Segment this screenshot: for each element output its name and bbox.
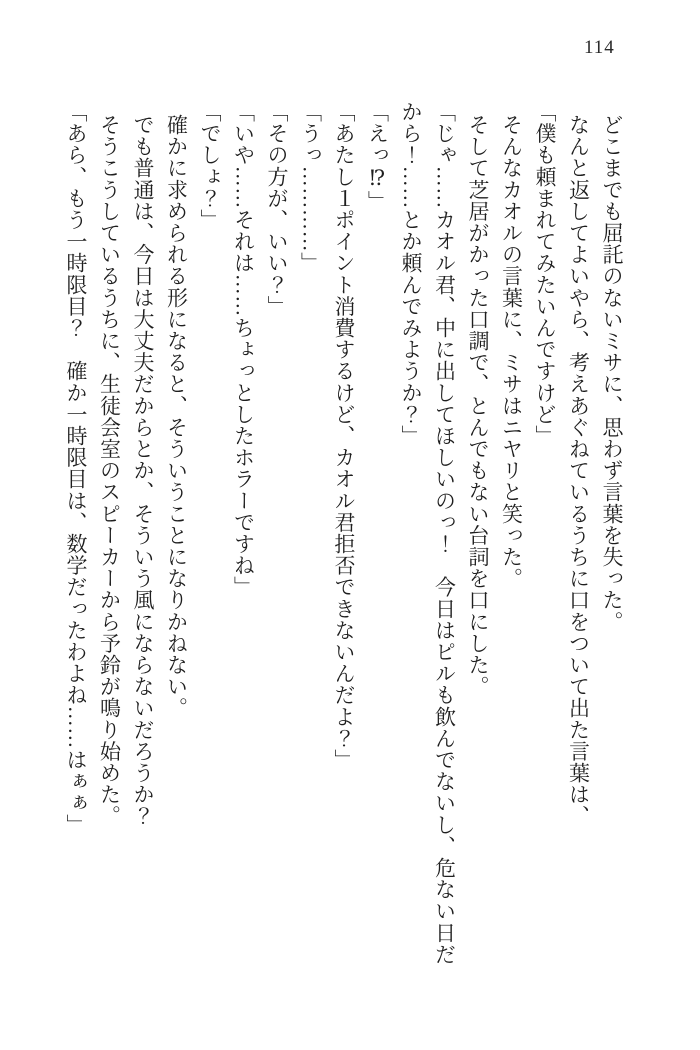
text-line: そんなカオルの言葉に、ミサはニヤリと笑った。 — [499, 114, 524, 590]
text-line: 「あたし１ポイント消費するけど、カオル君拒否できないんだよ？」 — [332, 101, 356, 771]
text-line: どこまでも屈託のないミサに、思わず言葉を失った。 — [600, 114, 624, 633]
text-line: 「えっ⁉」 — [365, 101, 390, 212]
text-line: 「うっ…………」 — [298, 101, 323, 274]
text-line: 「じゃ……カオル君、中に出してほしいのっ！ 今日はピルも飲んでないし、危ない日だ — [432, 101, 457, 965]
text-line: でも普通は、今日は大丈夫だからとか、そういう風にならないだろうか？ — [131, 114, 155, 827]
text-line: そうこうしているうちに、生徒会室のスピーカーから予鈴が鳴り始めた。 — [97, 114, 122, 827]
text-line: なんと返してよいやら、考えあぐねているうちに口をついて出た言葉は、 — [566, 114, 591, 827]
text-line: 「僕も頼まれてみたいんですけど」 — [533, 101, 557, 447]
text-line: 「あら、もう一時限目？ 確か一時限目は、数学だったわよね……はぁぁ」 — [64, 101, 88, 836]
text-line: から！……とか頼んでみようか？」 — [399, 101, 423, 447]
text-line: 「その方が、いい？」 — [265, 101, 289, 317]
page-number: 114 — [584, 37, 615, 58]
text-line: 「でしょ？」 — [198, 101, 222, 231]
text-line: 「いや……それは……ちょっとしたホラーですね」 — [231, 101, 256, 598]
text-line: 確かに求められる形になると、そういうことになりかねない。 — [164, 114, 189, 719]
text-block — [59, 101, 629, 981]
text-line: そして芝居がかった口調で、とんでもない台詞を口にした。 — [466, 114, 490, 698]
